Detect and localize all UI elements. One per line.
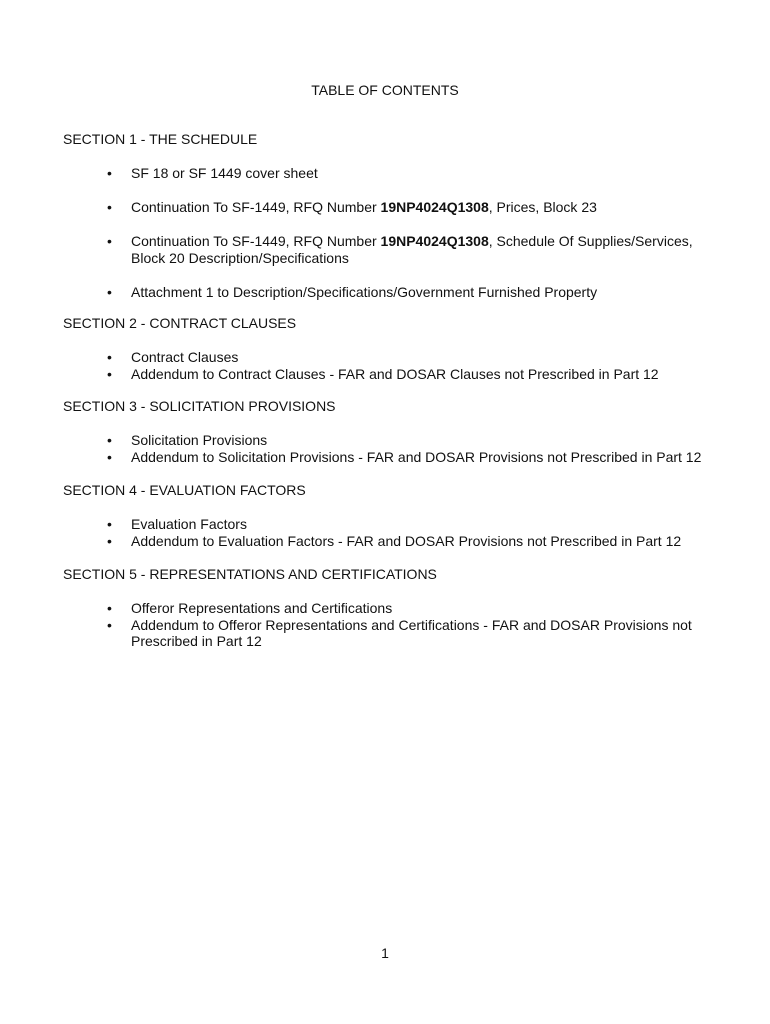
bullet-icon: • — [107, 233, 112, 249]
item-text: Offeror Representations and Certifications — [131, 600, 393, 616]
item-text: Attachment 1 to Description/Specifications/Government Furnished Property — [131, 283, 598, 300]
list-item — [63, 600, 713, 617]
section-heading: SECTION 4 - EVALUATION FACTORS — [63, 482, 306, 498]
list-item — [63, 165, 713, 182]
item-text: Continuation To SF-1449, RFQ Number — [131, 233, 381, 249]
section-4 — [63, 482, 713, 549]
toc-title: TABLE OF CONTENTS — [311, 82, 459, 98]
rfq-number: 19NP4024Q1308 — [380, 233, 489, 249]
bullet-icon: • — [107, 516, 112, 532]
item-text: SF 18 or SF 1449 cover sheet — [131, 165, 318, 181]
list-item — [63, 432, 713, 449]
item-text: Addendum to Solicitation Provisions - FAR and DOSAR Provisions not Prescribed in Part 12 — [131, 448, 702, 465]
item-text: Evaluation Factors — [131, 516, 247, 532]
bullet-icon: • — [107, 165, 112, 181]
list-item — [63, 349, 713, 366]
section-items — [63, 600, 713, 650]
list-item — [63, 284, 713, 301]
item-text: Continuation To SF-1449, RFQ Number — [131, 199, 381, 215]
item-text: Addendum to Contract Clauses - FAR and DOSAR Clauses not Prescribed in Part 12 — [131, 365, 659, 382]
list-item — [63, 516, 713, 533]
bullet-icon: • — [107, 532, 112, 549]
list-item — [63, 233, 713, 266]
list-item — [63, 449, 713, 466]
section-heading: SECTION 5 - REPRESENTATIONS AND CERTIFICATIONS — [63, 566, 437, 582]
list-item — [63, 366, 713, 383]
page-number: 1 — [381, 945, 389, 961]
section-items — [63, 349, 713, 382]
item-text: , Prices, Block 23 — [488, 199, 597, 215]
section-3 — [63, 398, 713, 465]
item-text: Solicitation Provisions — [131, 432, 268, 448]
item-text: Contract Clauses — [131, 349, 239, 365]
list-item — [63, 199, 713, 216]
bullet-icon: • — [107, 199, 112, 215]
section-heading: SECTION 2 - CONTRACT CLAUSES — [63, 315, 297, 331]
section-5 — [63, 566, 713, 650]
bullet-icon: • — [107, 365, 112, 382]
rfq-number: 19NP4024Q1308 — [380, 199, 489, 215]
item-text: , Schedule Of Supplies/Services, Block 20 Description/Specifications — [131, 233, 693, 266]
section-items — [63, 165, 713, 300]
bullet-icon: • — [107, 600, 112, 616]
item-text: Addendum to Evaluation Factors - FAR and DOSAR Provisions not Prescribed in Part 12 — [131, 532, 682, 549]
section-items — [63, 432, 713, 465]
list-item — [63, 533, 713, 550]
section-2 — [63, 315, 713, 382]
section-heading: SECTION 1 - THE SCHEDULE — [63, 131, 258, 147]
bullet-icon: • — [107, 616, 112, 633]
bullet-icon: • — [107, 432, 112, 448]
bullet-icon: • — [107, 349, 112, 365]
section-1 — [63, 131, 713, 300]
list-item — [63, 617, 713, 650]
section-heading: SECTION 3 - SOLICITATION PROVISIONS — [63, 398, 336, 414]
item-text: Addendum to Offeror Representations and Certifications - FAR and DOSAR Provisions not Prescribed in Part 12 — [131, 616, 692, 649]
bullet-icon: • — [107, 283, 112, 300]
section-items — [63, 516, 713, 549]
bullet-icon: • — [107, 448, 112, 465]
